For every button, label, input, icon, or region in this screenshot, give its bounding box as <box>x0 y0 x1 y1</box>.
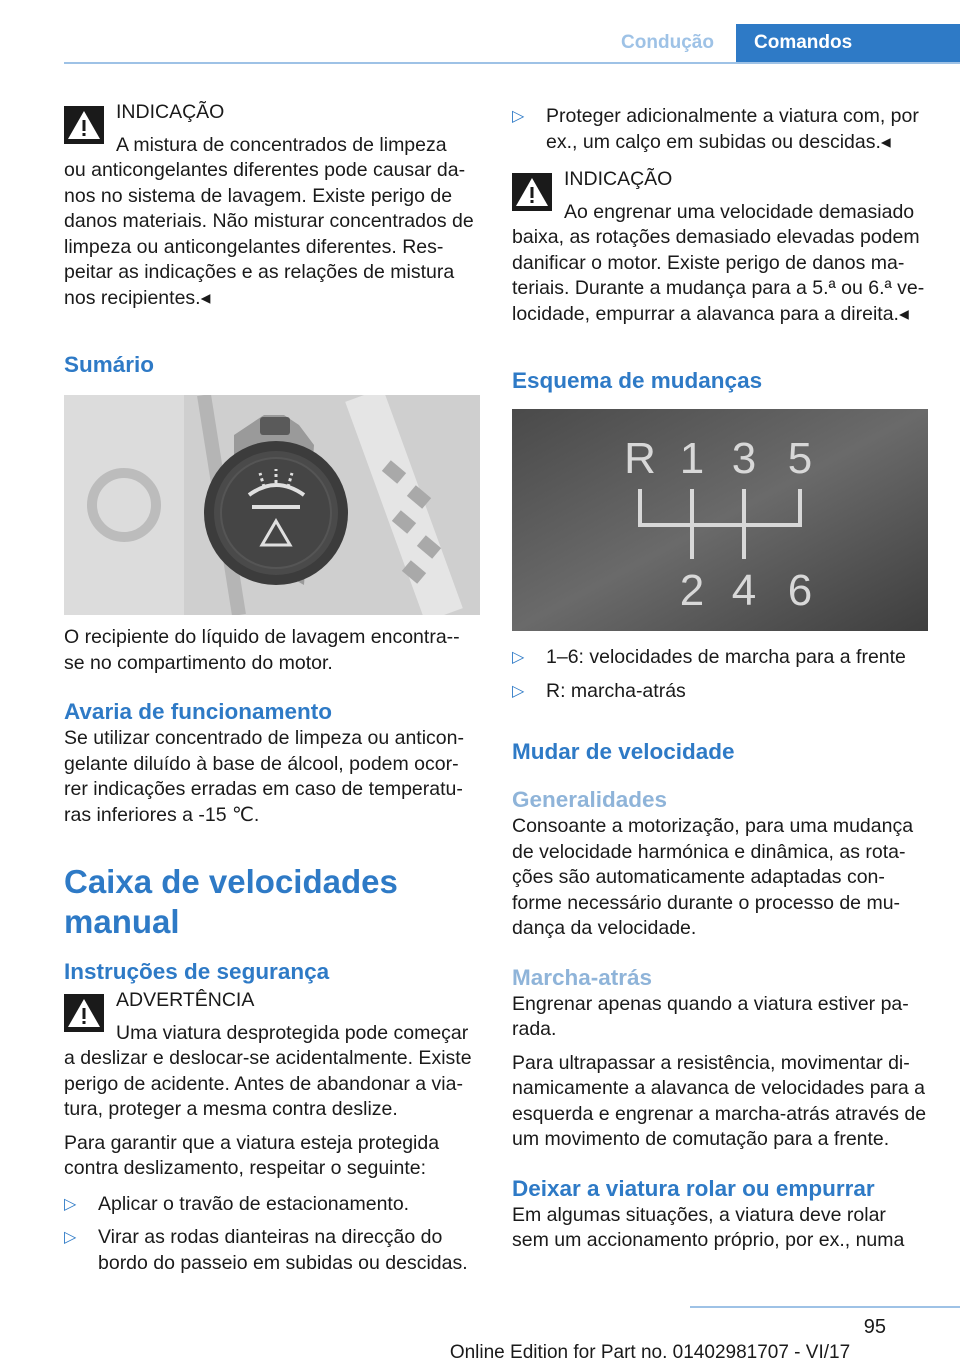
note-text: ou anticongelantes diferentes pode causar da-nos no sistema de lavagem. Existe perigo de danos materiais. Não misturar concentrados de limpeza ou anticongelantes diferentes. Res-peitar as indicações e as relações de mistura nos recipientes.◂ <box>64 159 474 309</box>
shift-pattern-diagram <box>512 409 928 631</box>
footer-rule <box>690 1306 960 1308</box>
shift-pattern-heading: Esquema de mudanças <box>512 368 763 393</box>
bullet-triangle-icon: ▷ <box>512 108 525 125</box>
bullet-triangle-icon: ▷ <box>512 649 525 666</box>
gear-label-4: 4 <box>731 566 757 615</box>
warning-text-2: Para garantir que a viatura esteja protegida contra deslizamento, respeitar o seguinte: <box>64 1131 440 1179</box>
list-item: ▷ Virar as rodas dianteiras na direcção do bordo do passeio em subidas ou descidas. <box>64 1226 468 1274</box>
warning-triangle-icon <box>64 106 104 144</box>
summary-heading: Sumário <box>64 352 155 377</box>
gear-label-1: 1 <box>679 434 705 483</box>
note-washer-fluid <box>64 100 480 311</box>
note-text: baixa, as rotações demasiado elevadas podem danificar o motor. Existe perigo de danos ma-teriais. Durante a mudança para a 5.ª ou 6.ª ve-locidade, empurrar a alavanca para a direita.◂ <box>512 226 925 325</box>
bullet-triangle-icon: ▷ <box>512 682 525 700</box>
note-title: INDICAÇÃO <box>564 168 673 190</box>
washer-reservoir-photo <box>64 395 480 615</box>
section-tab-conducao[interactable]: Condução <box>621 32 714 53</box>
bullet-triangle-icon: ▷ <box>64 1195 77 1213</box>
list-item: ▷ Proteger adicionalmente a viatura com, por ex., um calço em subidas ou descidas.◂ <box>512 105 919 153</box>
left-column <box>64 100 480 1276</box>
warning-text: a deslizar e deslocar-se acidentalmente. Existe perigo de acidente. Antes de abandonar a via-tura, proteger a mesma contra deslize. <box>64 1047 472 1120</box>
note-text-first-line: A mistura de concentrados de limpeza <box>116 133 447 156</box>
gear-label-3: 3 <box>731 434 757 483</box>
gear-change-heading: Mudar de velocidade <box>512 739 735 764</box>
warning-text-first-line: Uma viatura desprotegida pode começar <box>116 1021 469 1044</box>
warning-triangle-icon <box>64 994 104 1032</box>
list-item: ▷ 1–6: velocidades de marcha para a frente <box>512 645 928 671</box>
reverse-text-1: Engrenar apenas quando a viatura estiver pa-rada. <box>512 992 909 1040</box>
page-number: 95 <box>863 1316 886 1338</box>
malfunction-text: Se utilizar concentrado de limpeza ou anticon-gelante diluído à base de álcool, podem ocor-rer indicações erradas em caso de temperatu-ras inferiores a -15 ℃. <box>64 727 464 826</box>
chapter-title: Caixa de velocidades manual <box>64 863 398 940</box>
warning-title: ADVERTÊNCIA <box>116 989 255 1011</box>
section-tab-comandos[interactable]: Comandos <box>736 24 960 62</box>
gear-label-2: 2 <box>679 566 705 615</box>
gear-label-5: 5 <box>787 434 813 483</box>
safety-heading: Instruções de segurança <box>64 959 330 984</box>
right-column <box>512 100 928 1254</box>
gear-label-6: 6 <box>787 566 813 615</box>
list-item: ▷ R: marcha-atrás <box>512 679 928 705</box>
list-item: ▷ Aplicar o travão de estacionamento. <box>64 1192 480 1218</box>
gear-label-r: R <box>624 434 656 483</box>
general-text: Consoante a motorização, para uma mudança de velocidade harmónica e dinâmica, as rota-ções são automaticamente adaptadas con-forme necessário durante o processo de mu-dança da velocidade. <box>512 815 914 939</box>
roll-push-text: Em algumas situações, a viatura deve rolar sem um accionamento próprio, por ex., numa <box>512 1203 905 1251</box>
reverse-text-2: Para ultrapassar a resistência, movimentar di-namicamente a alavanca de velocidades para a esquerda e engrenar a marcha-atrás através de um movimento de comutação para a frente. <box>512 1051 927 1150</box>
reverse-heading: Marcha-atrás <box>512 964 653 990</box>
edition-footer: Online Edition for Part no. 01402981707 - VI/17 <box>449 1342 851 1363</box>
roll-push-heading: Deixar a viatura rolar ou empurrar <box>512 1175 875 1201</box>
warning-triangle-icon <box>512 173 552 211</box>
malfunction-heading: Avaria de funcionamento <box>64 699 332 724</box>
warning-vehicle-rolling <box>64 988 480 1123</box>
bullet-triangle-icon: ▷ <box>64 1229 77 1246</box>
note-text-first-line: Ao engrenar uma velocidade demasiado <box>564 200 915 223</box>
note-gear-selection <box>512 167 928 327</box>
header-rule <box>64 62 960 64</box>
general-heading: Generalidades <box>512 787 668 812</box>
note-title: INDICAÇÃO <box>116 101 225 123</box>
summary-caption: O recipiente do líquido de lavagem encontra--se no compartimento do motor. <box>64 626 460 674</box>
